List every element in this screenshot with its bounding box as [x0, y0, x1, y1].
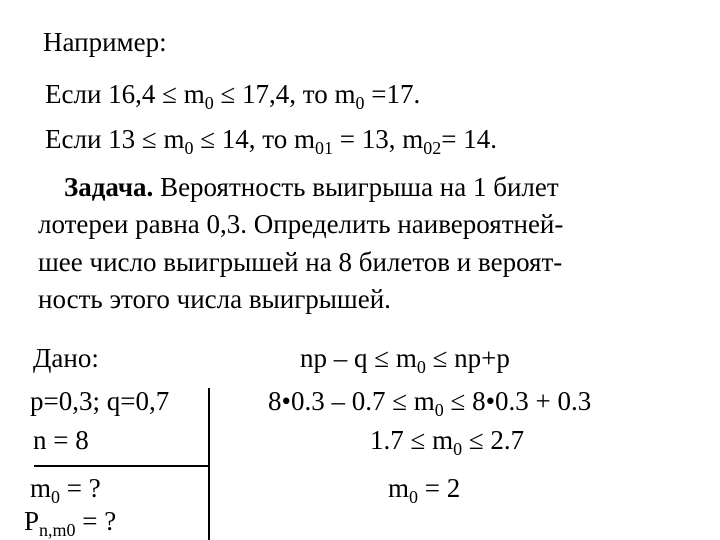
find-probability: $P_{n,m0}$ = ? — [24, 506, 117, 540]
solution-substitution: 8•0.3 – $0.7 \le m_0$ ≤ 8•0.3 + 0.3 — [268, 386, 592, 420]
example-line-1: Если $16,4 \le m_0 \le 17,4$, то $m_0 =17$. — [45, 79, 421, 113]
task-paragraph — [38, 169, 698, 319]
find-m0: $m_0$ = ? — [30, 473, 101, 507]
task-line-2: лотереи равна 0,3. Определить наивероятней- — [38, 209, 564, 240]
given-pq: p=0,3; q=0,7 — [30, 386, 170, 416]
example-heading: Например: — [43, 27, 167, 57]
given-divider-horizontal — [34, 465, 209, 467]
task-line-1: Задача. Вероятность выигрыша на 1 билет — [64, 172, 559, 202]
given-title: Дано: — [33, 343, 99, 373]
task-line-3: шее число выигрышей на 8 билетов и вероят- — [38, 246, 563, 277]
given-n: n = 8 — [33, 425, 89, 455]
task-label: Задача. — [64, 172, 154, 202]
task-line-4: ность этого числа выигрышей. — [38, 284, 391, 315]
solution-range: $1.7 \le m_0 \le 2.7$ — [370, 425, 525, 459]
solution-answer: $m_0 = 2$ — [388, 473, 461, 507]
solution-inequality: np – $q \le m_0 \le np+p$ — [300, 343, 510, 377]
example-line-2: Если $13 \le m_0 \le 14$, то $m_{01} = 13$, $m_{02}= 14$. — [45, 124, 497, 158]
given-divider-vertical — [208, 388, 210, 540]
